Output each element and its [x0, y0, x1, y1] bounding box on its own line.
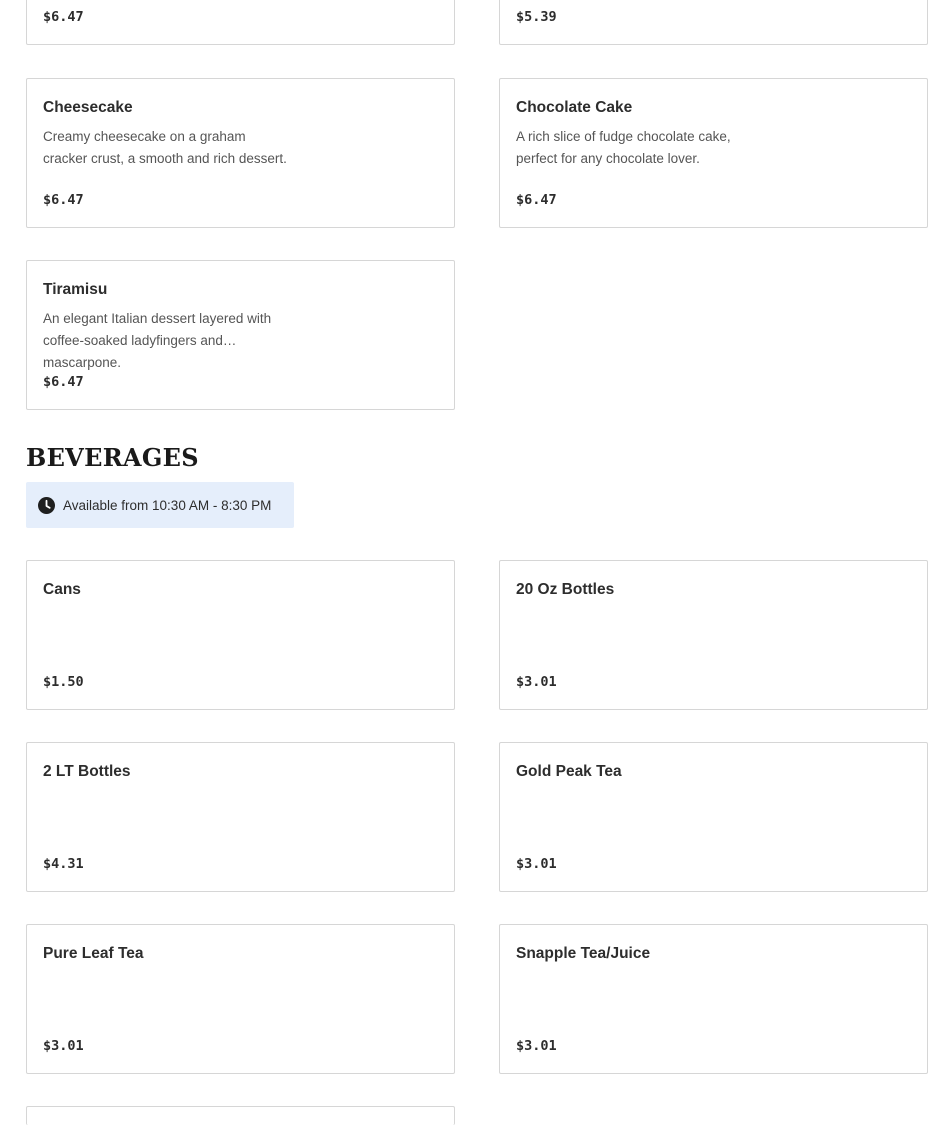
- item-price: $4.31: [43, 856, 84, 872]
- menu-item-card-20oz-bottles[interactable]: [499, 560, 928, 710]
- item-name: 2 LT Bottles: [43, 763, 131, 780]
- menu-item-card-chocolate-cake[interactable]: [499, 78, 928, 228]
- menu-item-card[interactable]: [26, 1106, 455, 1125]
- item-description: Creamy cheesecake on a graham cracker crust, a smooth and rich dessert.: [43, 129, 287, 166]
- item-price: $3.01: [516, 856, 557, 872]
- item-price: $1.50: [43, 674, 84, 690]
- item-price: $6.47: [43, 9, 84, 25]
- item-name: Tiramisu: [43, 281, 108, 298]
- item-name: Gold Peak Tea: [516, 763, 622, 780]
- availability-text: Available from 10:30 AM - 8:30 PM: [63, 497, 272, 513]
- menu-item-card[interactable]: [26, 0, 455, 45]
- item-name: Cheesecake: [43, 99, 133, 116]
- item-name: Snapple Tea/Juice: [516, 945, 651, 962]
- item-name: Cans: [43, 581, 81, 598]
- menu-item-card-2lt-bottles[interactable]: [26, 742, 455, 892]
- item-name: Chocolate Cake: [516, 99, 633, 116]
- item-description: A rich slice of fudge chocolate cake, perfect for any chocolate lover.: [516, 129, 731, 166]
- section-title-beverages: BEVERAGES: [26, 443, 199, 472]
- item-description: An elegant Italian dessert layered with coffee-soaked ladyfingers and mascarpone.: [43, 311, 272, 370]
- menu-item-card-cheesecake[interactable]: [26, 78, 455, 228]
- item-price: $3.01: [516, 674, 557, 690]
- item-price: $3.01: [43, 1038, 84, 1054]
- item-price: $6.47: [516, 192, 557, 208]
- item-price: $6.47: [43, 374, 84, 390]
- item-name: Pure Leaf Tea: [43, 945, 144, 962]
- item-price: $6.47: [43, 192, 84, 208]
- item-price: $3.01: [516, 1038, 557, 1054]
- clock-icon: [38, 497, 55, 514]
- menu-item-card-tiramisu[interactable]: [26, 260, 455, 410]
- menu-item-card-gold-peak-tea[interactable]: [499, 742, 928, 892]
- availability-badge: [26, 482, 294, 528]
- menu-item-card[interactable]: [499, 0, 928, 45]
- item-name: 20 Oz Bottles: [516, 581, 615, 598]
- menu-item-card-snapple[interactable]: [499, 924, 928, 1074]
- menu-item-card-cans[interactable]: [26, 560, 455, 710]
- menu-item-card-pure-leaf-tea[interactable]: [26, 924, 455, 1074]
- item-price: $5.39: [516, 9, 557, 25]
